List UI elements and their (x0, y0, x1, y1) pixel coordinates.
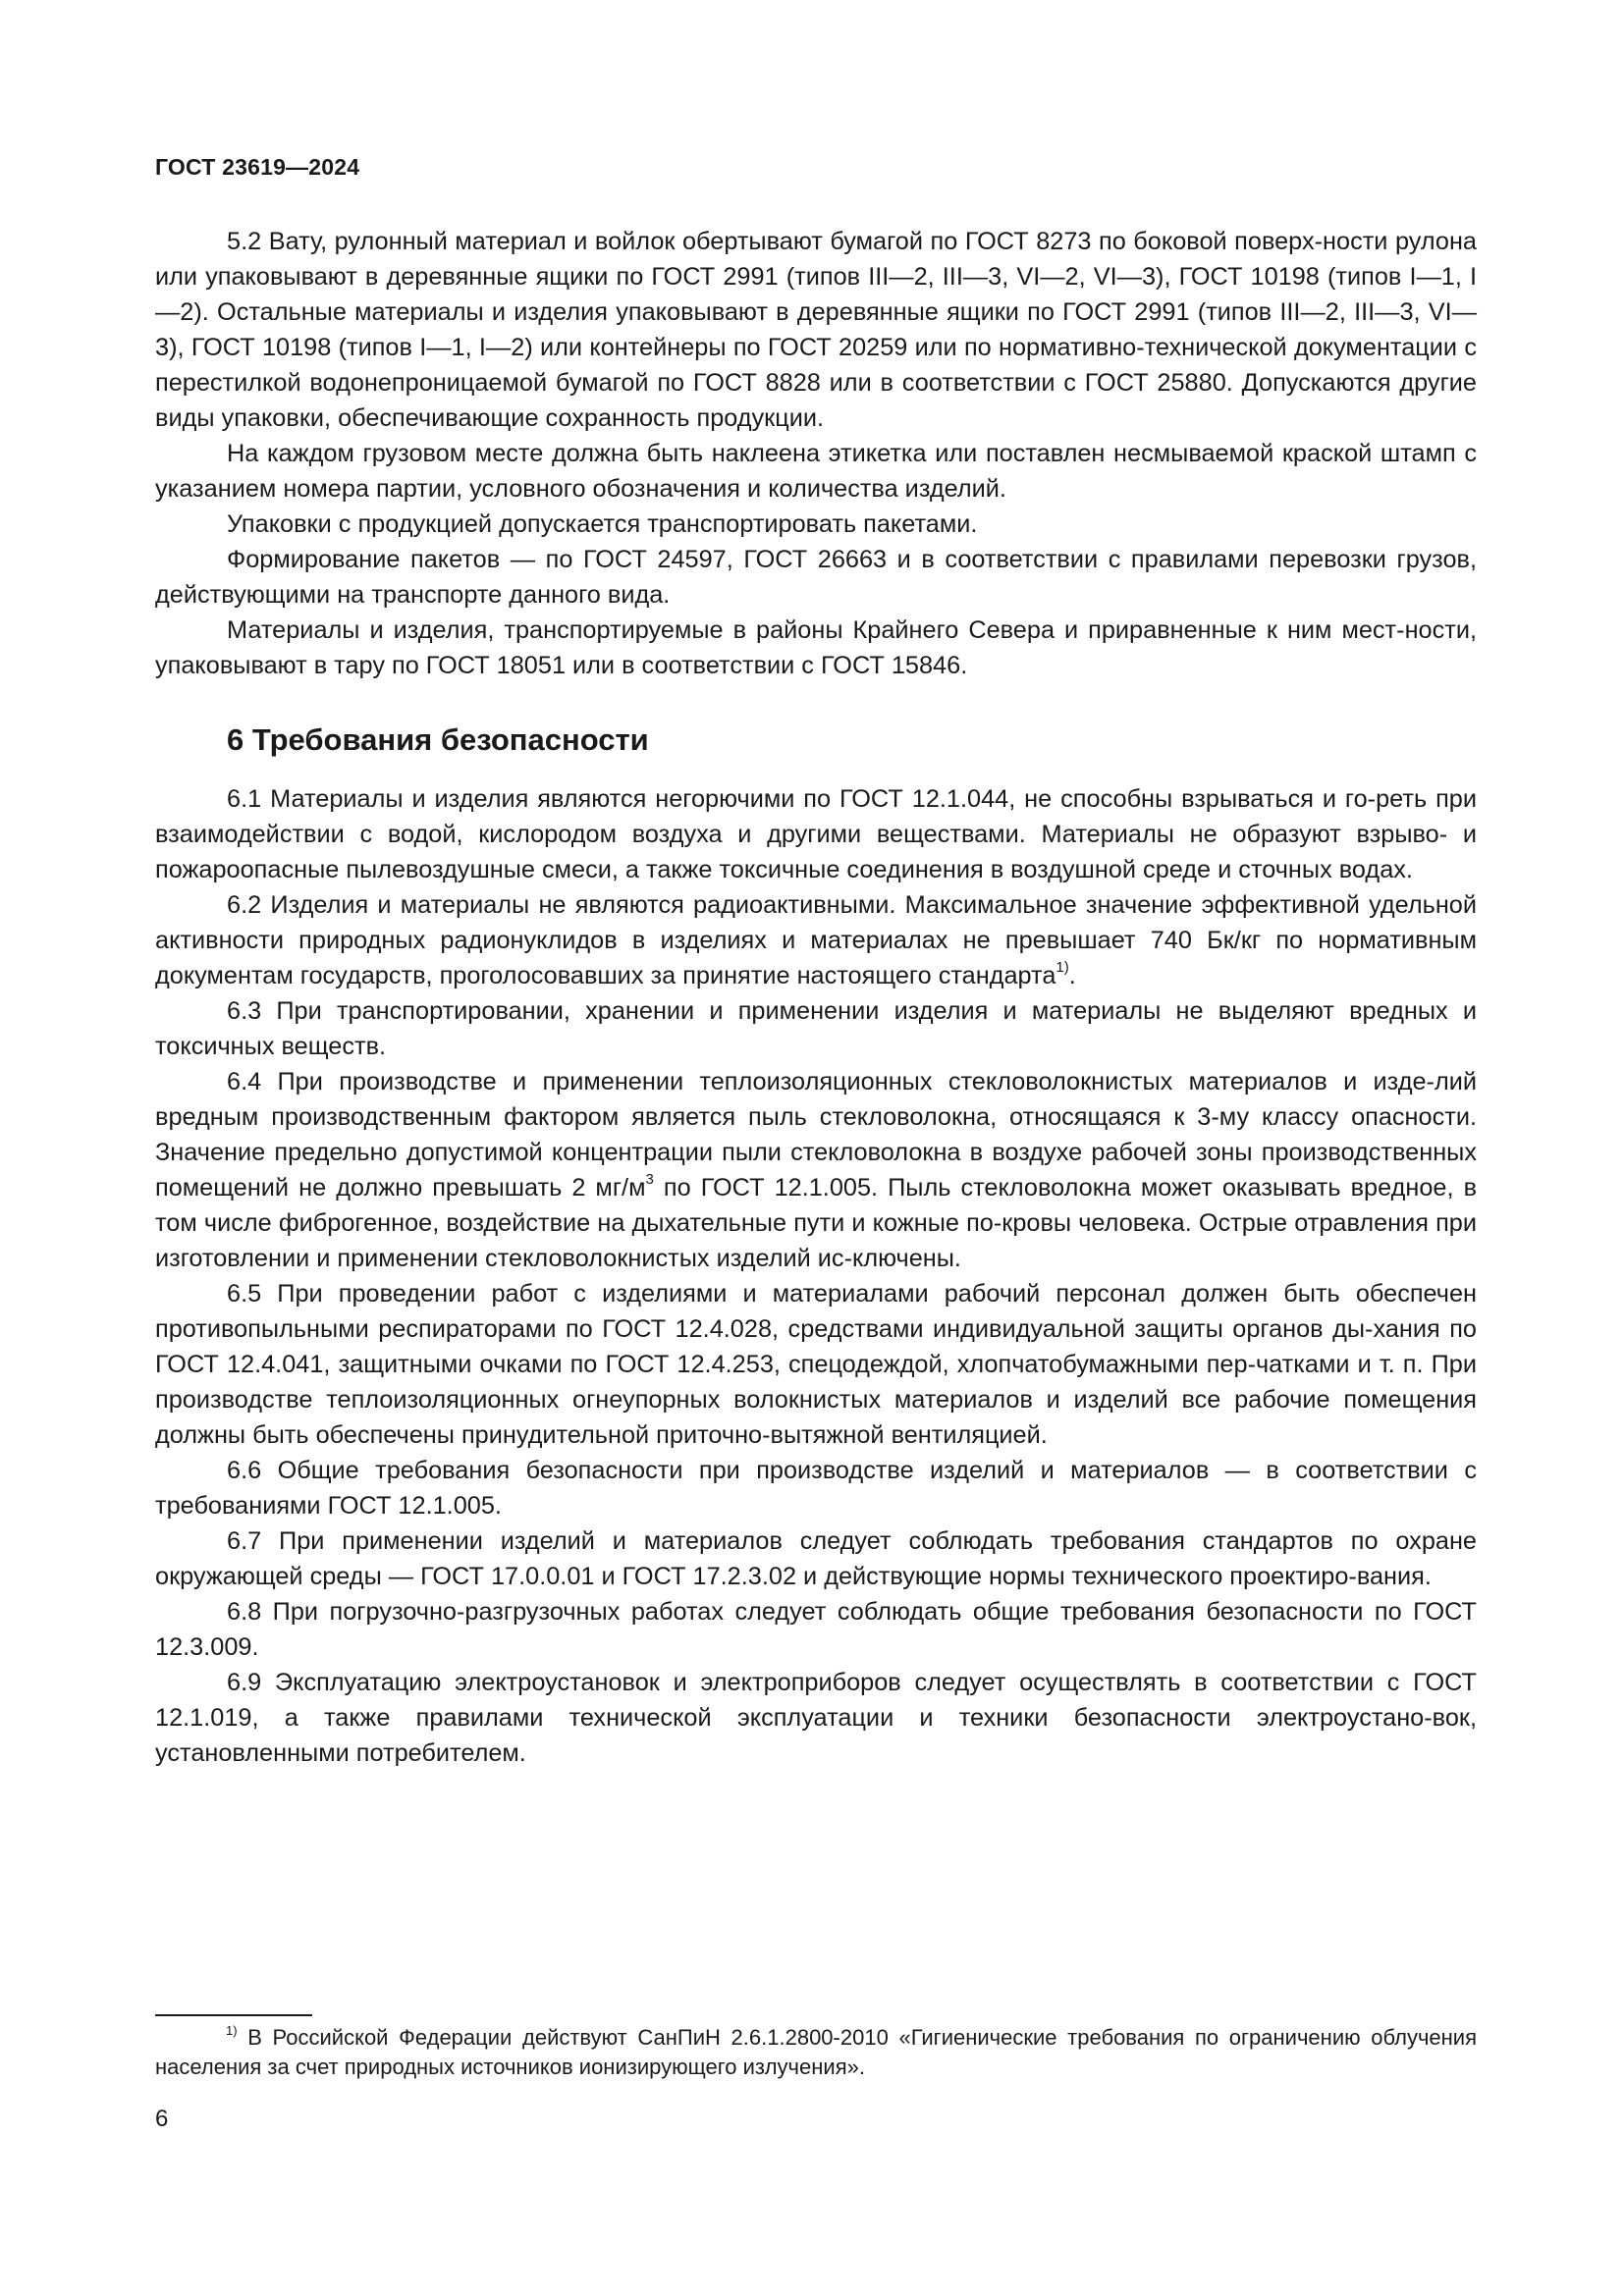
footnote-divider (155, 2014, 312, 2016)
paragraph-6-2-text: 6.2 Изделия и материалы не являются радиоактивными. Максимальное значение эффективной удельной активности природных радионуклидов в изделиях и материалах не превышает 740 Бк/кг по нормативным документам государств, проголосовавших за принятие настоящего стандарта (155, 891, 1477, 989)
footnote-reference[interactable]: 1) (1056, 959, 1069, 976)
paragraph-6-5: 6.5 При проведении работ с изделиями и материалами рабочий персонал должен быть обеспечен противопыльными респираторами по ГОСТ 12.4.028, средствами индивидуальной защиты органов ды-хания по ГОСТ 12.4.041, защитными очками по ГОСТ 12.4.253, спецодеждой, хлопчатобумажными пер-чатками и т. п. При производстве теплоизоляционных огнеупорных волокнистых материалов и изделий все рабочие помещения должны быть обеспечены принудительной приточно-вытяжной вентиляцией. (155, 1280, 1477, 1449)
paragraph-5-2-labeling: На каждом грузовом месте должна быть наклеена этикетка или поставлен несмываемой краской штамп с указанием номера партии, условного обозначения и количества изделий. (155, 440, 1477, 503)
footnote-text (155, 2023, 1477, 2082)
paragraph-5-2-packets: Упаковки с продукцией допускается транспортировать пакетами. (227, 510, 978, 538)
paragraph-6-2 (155, 887, 1477, 993)
section-6-heading: 6 Требования безопасности (227, 722, 649, 757)
paragraph-5-2-far-north: Материалы и изделия, транспортируемые в районы Крайнего Севера и приравненные к ним мест-ности, упаковывают в тару по ГОСТ 18051 или в соответствии с ГОСТ 15846. (155, 616, 1477, 679)
page-content (155, 224, 1477, 1771)
paragraph-6-4-before: 6.4 При производстве и применении теплоизоляционных стекловолокнистых материалов и изде-лий вредным производственным фактором является пыль стекловолокна, относящаяся к 3-му классу опасности. Значение предельно допустимой концентрации пыли стекловолокна в воздухе рабочей зоны производственных помещений не должно превышать 2 мг/м (155, 1068, 1477, 1201)
paragraph-6-2-end: . (1068, 962, 1076, 989)
paragraph-6-8: 6.8 При погрузочно-разгрузочных работах следует соблюдать общие требования безопасности по ГОСТ 12.3.009. (155, 1598, 1477, 1661)
page-number: 6 (155, 2106, 169, 2132)
paragraph-6-6: 6.6 Общие требования безопасности при производстве изделий и материалов — в соответствии с требованиями ГОСТ 12.1.005. (155, 1457, 1477, 1520)
paragraph-5-2: 5.2 Вату, рулонный материал и войлок обертывают бумагой по ГОСТ 8273 по боковой поверх-ности рулона или упаковывают в деревянные ящики по ГОСТ 2991 (типов III—2, III—3, VI—2, VI—3), ГОСТ 10198 (типов I—1, I—2). Остальные материалы и изделия упаковывают в деревянные ящики по ГОСТ 2991 (типов III—2, III—3, VI—3), ГОСТ 10198 (типов I—1, I—2) или контейнеры по ГОСТ 20259 или по нормативно-технической документации с перестилкой водонепроницаемой бумагой по ГОСТ 8828 или в соответствии с ГОСТ 25880. Допускаются другие виды упаковки, обеспечивающие сохранность продукции. (155, 228, 1477, 432)
footnote (155, 2023, 1477, 2082)
footnote-marker: 1) (226, 2023, 238, 2038)
footnote-body: В Российской Федерации действуют СанПиН 2.6.1.2800-2010 «Гигиенические требования по ограничению облучения населения за счет природных источников ионизирующего излучения». (155, 2025, 1477, 2079)
paragraph-5-2-packet-forming: Формирование пакетов — по ГОСТ 24597, ГОСТ 26663 и в соответствии с правилами перевозки грузов, действующими на транспорте данного вида. (155, 546, 1477, 609)
paragraph-6-4 (155, 1064, 1477, 1276)
paragraph-6-3: 6.3 При транспортировании, хранении и применении изделия и материалы не выделяют вредных и токсичных веществ. (155, 997, 1477, 1060)
paragraph-6-7: 6.7 При применении изделий и материалов следует соблюдать требования стандартов по охране окружающей среды — ГОСТ 17.0.0.01 и ГОСТ 17.2.3.02 и действующие нормы технического проектиро-вания. (155, 1527, 1477, 1590)
paragraph-6-9: 6.9 Эксплуатацию электроустановок и электроприборов следует осуществлять в соответствии с ГОСТ 12.1.019, а также правилами технической эксплуатации и техники безопасности электроустано-вок, установленными потребителем. (155, 1669, 1477, 1767)
paragraph-6-4-after: по ГОСТ 12.1.005. Пыль стекловолокна может оказывать вредное, в том числе фиброгенное, воздействие на дыхательные пути и кожные по-кровы человека. Острые отравления при изготовлении и применении стекловолокнистых изделий ис-ключены. (155, 1174, 1478, 1272)
paragraph-6-1: 6.1 Материалы и изделия являются негорючими по ГОСТ 12.1.044, не способны взрываться и го-реть при взаимодействии с водой, кислородом воздуха и другими веществами. Материалы не образуют взрыво- и пожароопасные пылевоздушные смеси, а также токсичные соединения в воздушной среде и сточных водах. (155, 785, 1477, 883)
cubic-superscript: 3 (645, 1171, 654, 1188)
document-header-id: ГОСТ 23619—2024 (155, 154, 360, 180)
